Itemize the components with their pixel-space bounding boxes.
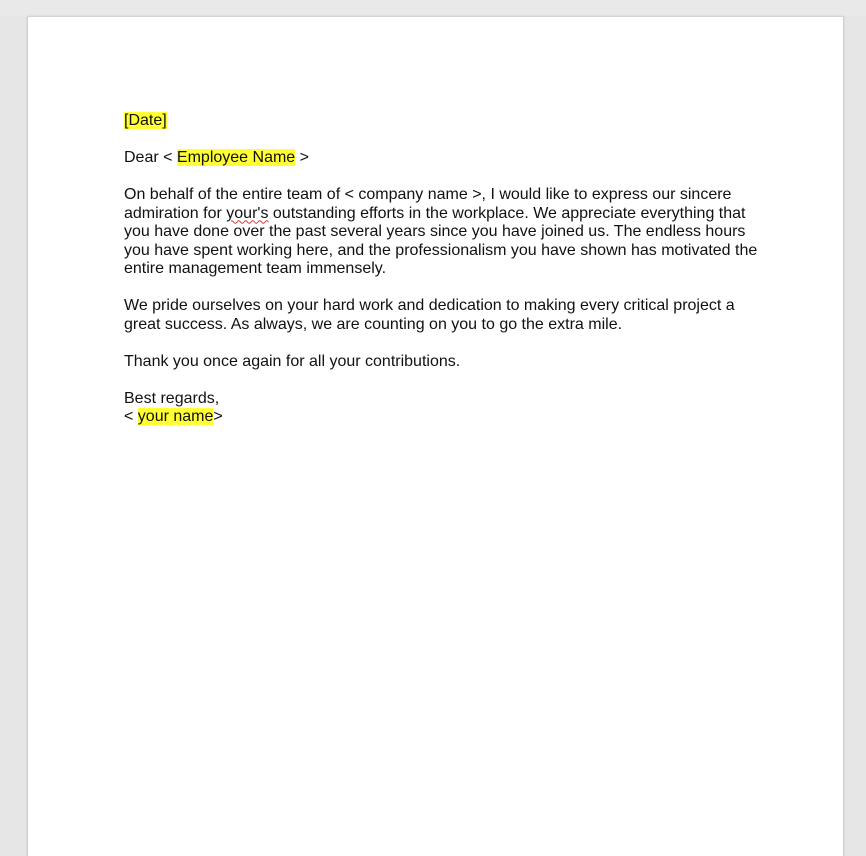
paragraph-1-part-b: outstanding efforts in the workplace. We appreciate everything that you have done over the past several years since you have joined us. The endless hours you have spent working here, and the professionalism you have shown has motivated the entire management team immensely. [124,204,758,277]
your-name-placeholder[interactable]: your name [137,408,214,425]
signature-suffix: > [213,408,223,425]
document-page[interactable] [27,16,844,856]
signature-line[interactable] [124,408,764,427]
paragraph-1-part-a: On behalf of the entire team of < company name >, I would like to express our sincere admiration for [124,186,732,222]
letter-body[interactable] [124,112,764,427]
signature-prefix: < [124,408,138,425]
employee-name-placeholder[interactable]: Employee Name [176,149,296,166]
paragraph-thanks[interactable]: Thank you once again for all your contributions. [124,352,461,370]
closing-line[interactable]: Best regards, [124,389,220,407]
salutation-line[interactable] [124,149,764,168]
top-strip [0,0,866,16]
date-line[interactable] [124,112,764,131]
salutation-suffix: > [295,149,309,166]
paragraph-pride[interactable]: We pride ourselves on your hard work and dedication to making every critical project a great success. As always, we are counting on you to go the extra mile. [124,297,735,333]
date-placeholder[interactable]: [Date] [124,112,167,129]
misspelled-word[interactable]: your's [226,204,269,222]
salutation-prefix: Dear < [124,149,177,166]
paragraph-appreciation[interactable] [124,186,764,279]
